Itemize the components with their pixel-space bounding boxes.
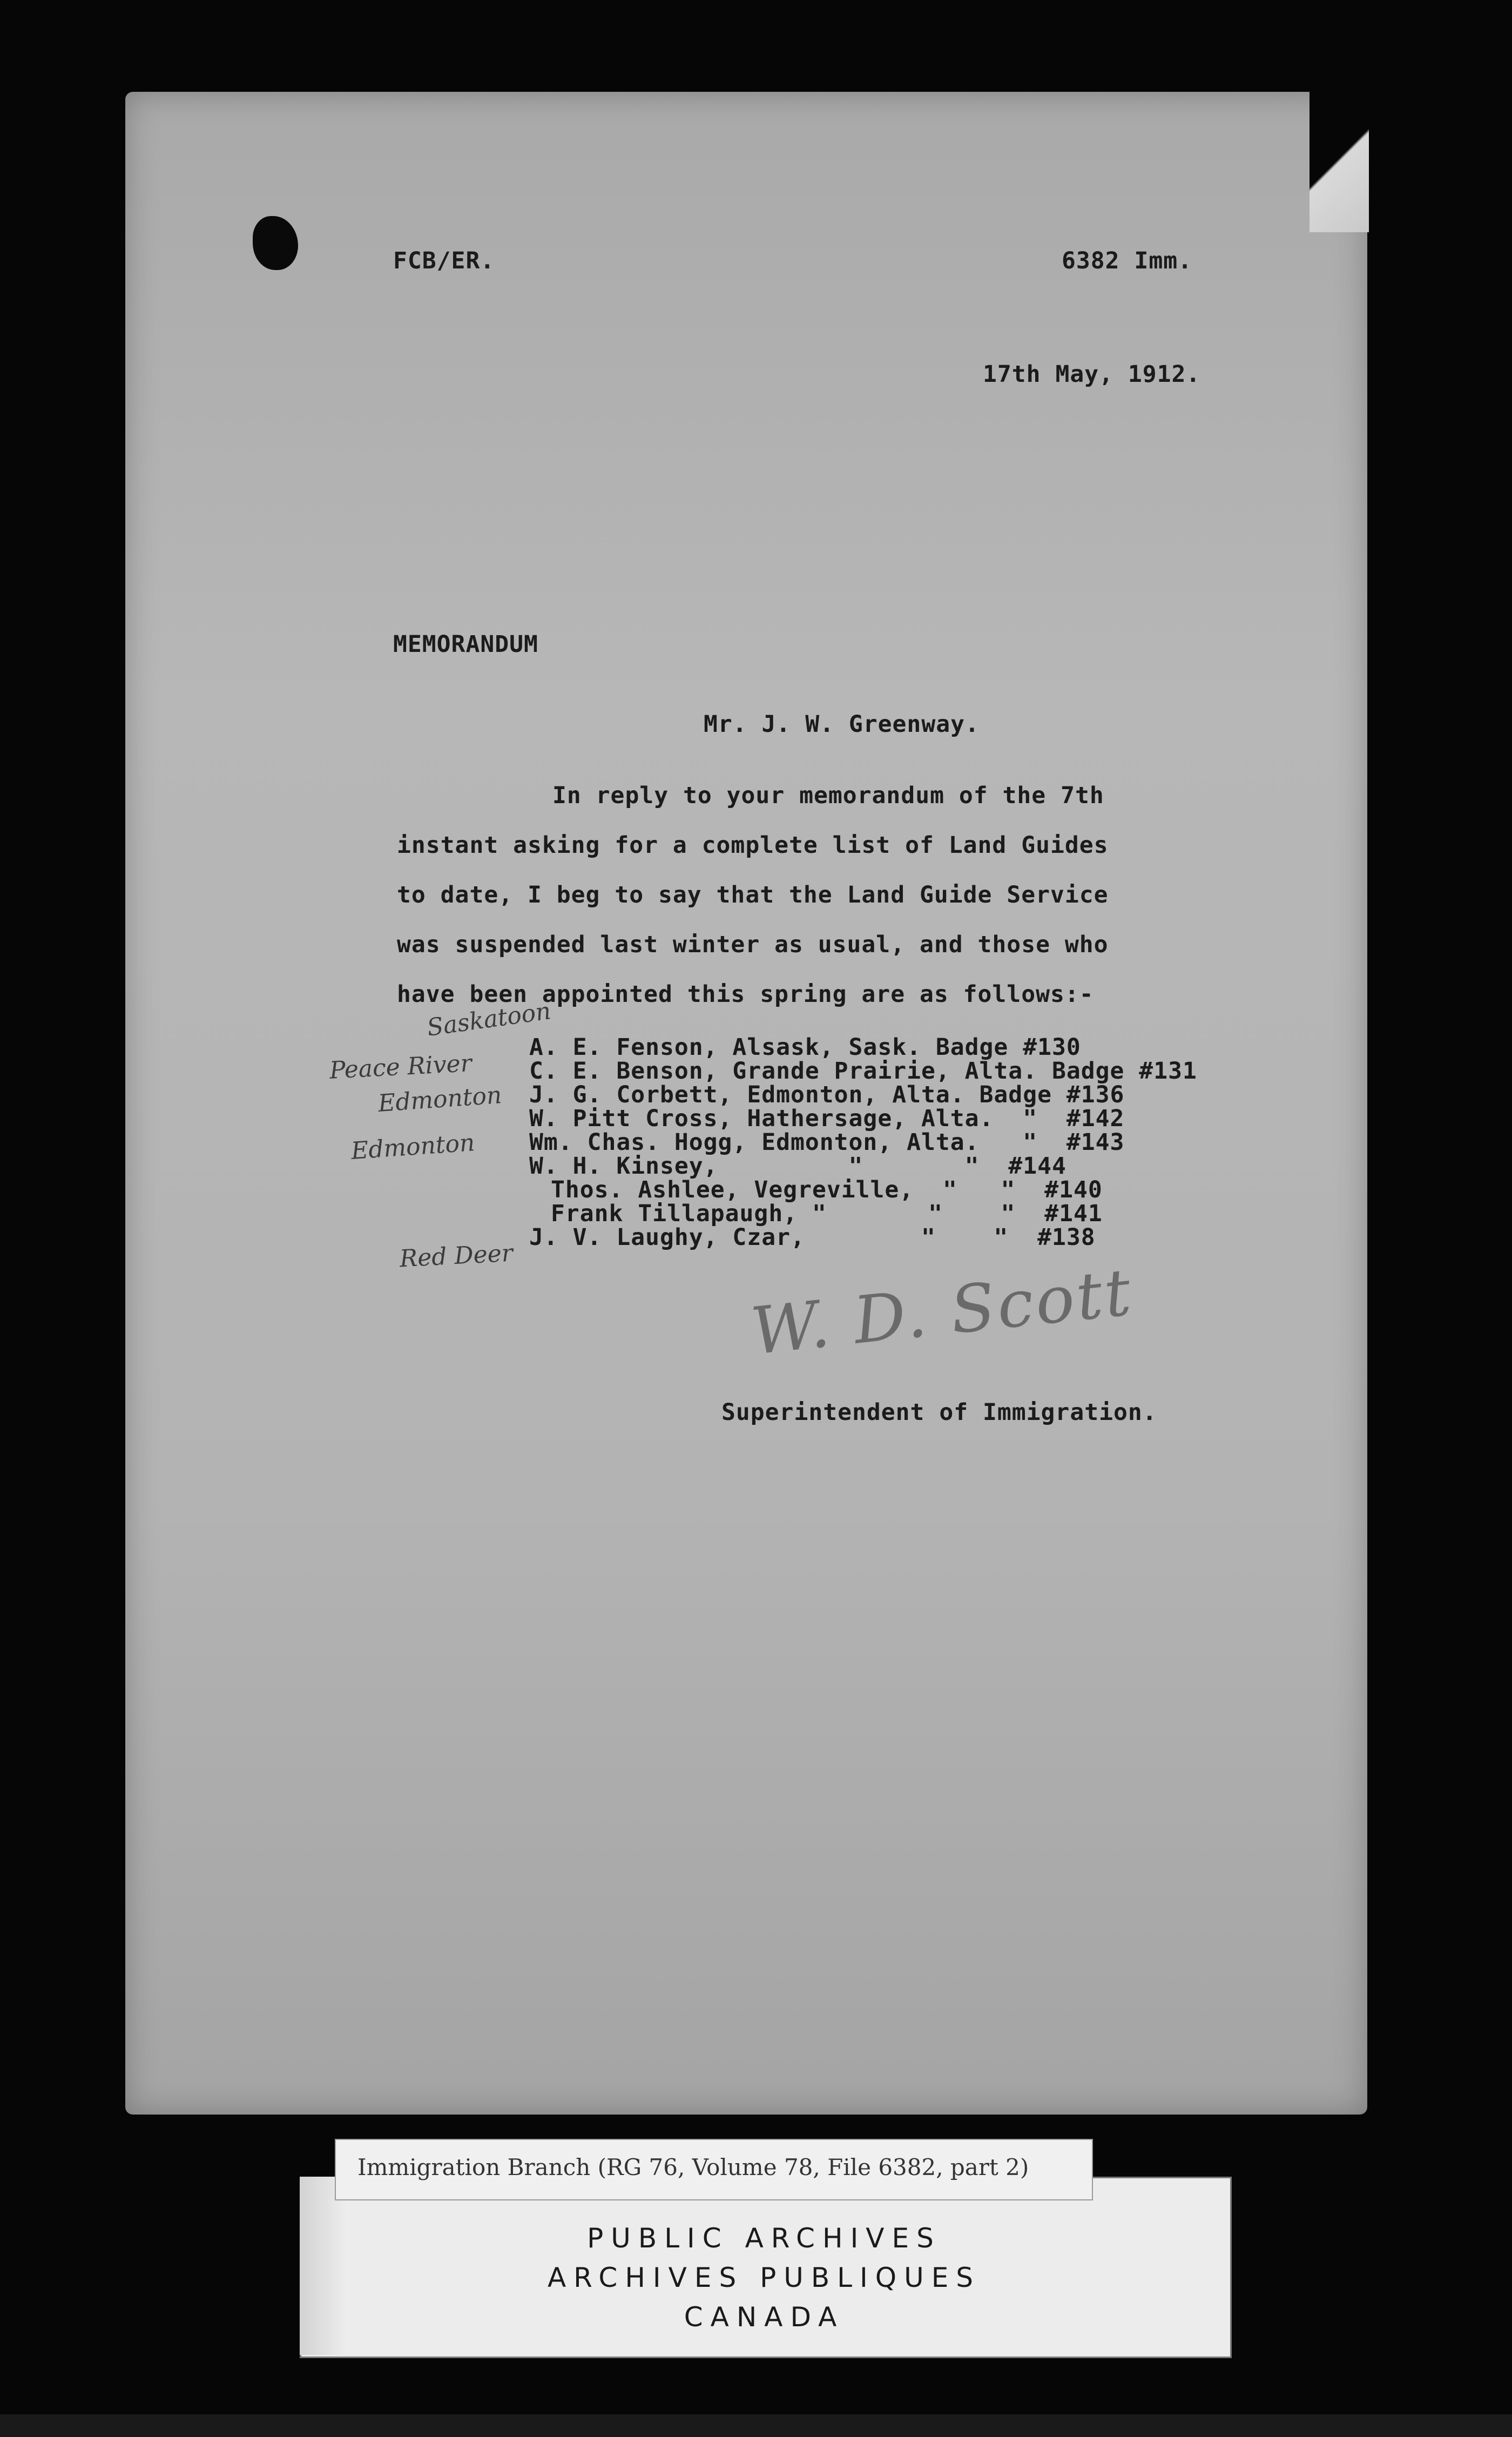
margin-note-red-deer: Red Deer xyxy=(399,1239,514,1273)
addressee: Mr. J. W. Greenway. xyxy=(704,711,980,738)
reference-right: 6382 Imm. xyxy=(1062,247,1192,274)
body-line: instant asking for a complete list of Land Guides xyxy=(397,832,1109,859)
folded-corner xyxy=(1310,92,1369,232)
film-edge xyxy=(0,2414,1512,2437)
guide-entry: Frank Tillapaugh, " " " #141 xyxy=(551,1200,1103,1227)
stamp-line-1: PUBLIC ARCHIVES xyxy=(587,2223,941,2254)
memo-heading: MEMORANDUM xyxy=(393,631,538,658)
body-line: to date, I beg to say that the Land Guide Service xyxy=(397,881,1109,908)
guide-entry: W. H. Kinsey, " " #144 xyxy=(529,1153,1066,1180)
guide-entry: Thos. Ashlee, Vegreville, " " #140 xyxy=(551,1176,1103,1203)
guide-entry: Wm. Chas. Hogg, Edmonton, Alta. " #143 xyxy=(529,1129,1125,1156)
letter-date: 17th May, 1912. xyxy=(983,361,1201,388)
archive-label xyxy=(335,2139,1093,2200)
margin-note-edmonton: Edmonton xyxy=(377,1081,503,1117)
archive-label-text: Immigration Branch (RG 76, Volume 78, File 6382, part 2) xyxy=(357,2154,1029,2180)
margin-note-peace-river: Peace River xyxy=(328,1049,473,1085)
reference-left: FCB/ER. xyxy=(393,247,495,274)
guide-entry: W. Pitt Cross, Hathersage, Alta. " #142 xyxy=(529,1105,1125,1132)
signatory-title: Superintendent of Immigration. xyxy=(721,1399,1157,1426)
body-line: was suspended last winter as usual, and those who xyxy=(397,931,1109,958)
guide-entry: A. E. Fenson, Alsask, Sask. Badge #130 xyxy=(529,1034,1081,1061)
guide-entry: C. E. Benson, Grande Prairie, Alta. Badge #131 xyxy=(529,1058,1197,1085)
guide-entry: J. G. Corbett, Edmonton, Alta. Badge #136 xyxy=(529,1081,1125,1108)
body-line: In reply to your memorandum of the 7th xyxy=(552,782,1104,809)
margin-note-edmonton: Edmonton xyxy=(350,1129,476,1165)
guide-entry: J. V. Laughy, Czar, " " #138 xyxy=(529,1224,1096,1251)
stamp-line-2: ARCHIVES PUBLIQUES xyxy=(547,2262,981,2293)
handwritten-signature: W. D. Scott xyxy=(747,1255,1137,1370)
stamp-line-3: CANADA xyxy=(684,2301,845,2333)
body-line: have been appointed this spring are as follows:- xyxy=(397,981,1094,1008)
margin-note-saskatoon: Saskatoon xyxy=(425,997,553,1042)
